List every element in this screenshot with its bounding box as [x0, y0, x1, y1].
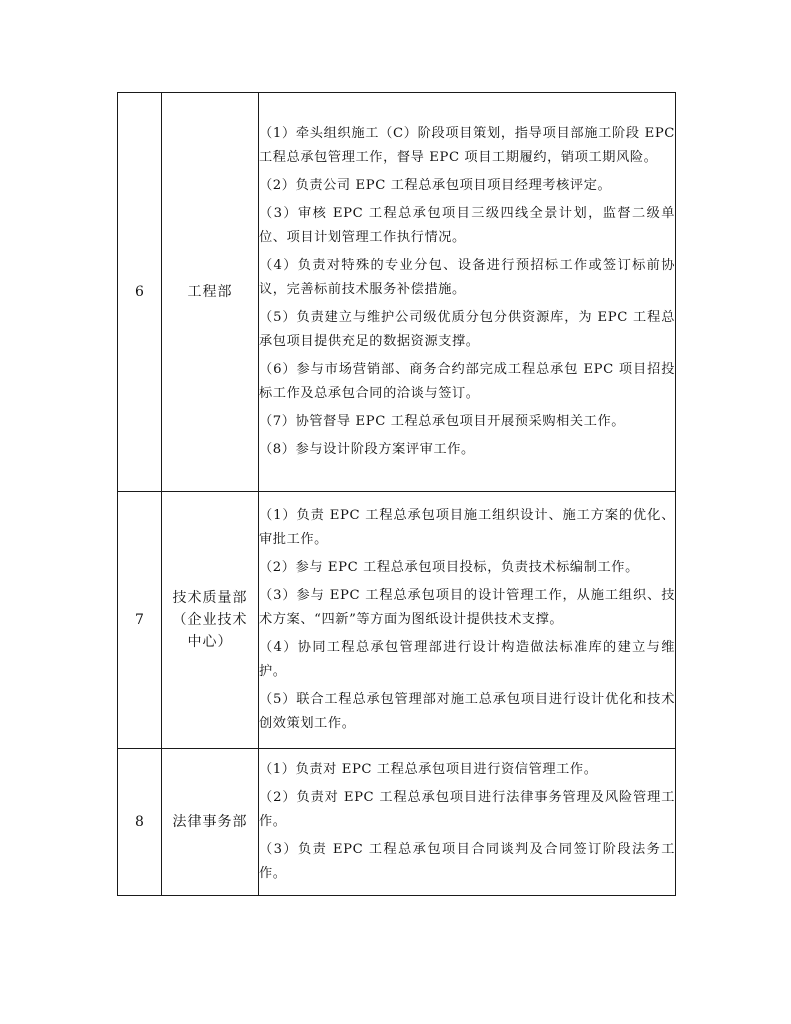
duty-item: （3）负责 EPC 工程总承包项目合同谈判及合同签订阶段法务工作。 — [259, 841, 675, 881]
duty-item: （5）联合工程总承包管理部对施工总承包项目进行设计优化和技术创效策划工作。 — [259, 691, 675, 731]
duty-list — [259, 492, 676, 749]
duty-item: （8）参与设计阶段方案评审工作。 — [259, 441, 475, 457]
department-name-line: 法律事务部 — [172, 814, 248, 830]
duty-item: （4）协同工程总承包管理部进行设计构造做法标准库的建立与维护。 — [259, 639, 675, 679]
row-number: 6 — [118, 93, 162, 492]
row-number: 8 — [118, 749, 162, 896]
duty-item: （3）审核 EPC 工程总承包项目三级四线全景计划，监督二级单位、项目计划管理工作执行情况。 — [259, 205, 675, 245]
duty-item: （1）负责 EPC 工程总承包项目施工组织设计、施工方案的优化、审批工作。 — [259, 507, 675, 547]
table-row — [118, 749, 676, 896]
department-name — [162, 749, 259, 896]
row-number: 7 — [118, 492, 162, 749]
duty-list — [259, 93, 676, 492]
table-row — [118, 93, 676, 492]
duty-list — [259, 749, 676, 896]
duty-item: （4）负责对特殊的专业分包、设备进行预招标工作或签订标前协议，完善标前技术服务补偿措施。 — [259, 257, 675, 297]
duty-item: （7）协管督导 EPC 工程总承包项目开展预采购相关工作。 — [259, 413, 626, 429]
duty-item: （2）负责公司 EPC 工程总承包项目项目经理考核评定。 — [259, 177, 612, 193]
department-name-line: 中心） — [187, 634, 233, 650]
duty-item: （2）负责对 EPC 工程总承包项目进行法律事务管理及风险管理工作。 — [259, 789, 675, 829]
duty-item: （6）参与市场营销部、商务合约部完成工程总承包 EPC 项目招投标工作及总承包合同的洽谈与签订。 — [259, 361, 675, 401]
duty-item: （2）参与 EPC 工程总承包项目投标，负责技术标编制工作。 — [259, 559, 639, 575]
duty-item: （1）负责对 EPC 工程总承包项目进行资信管理工作。 — [259, 761, 598, 777]
duty-item: （1）牵头组织施工（C）阶段项目策划，指导项目部施工阶段 EPC 工程总承包管理工作，督导 EPC 项目工期履约，销项工期风险。 — [259, 125, 675, 165]
department-name — [162, 492, 259, 749]
department-name-line: 工程部 — [187, 284, 233, 300]
department-name-line: （企业技术 — [172, 612, 248, 628]
duty-item: （5）负责建立与维护公司级优质分包分供资源库，为 EPC 工程总承包项目提供充足的数据资源支撑。 — [259, 309, 675, 349]
department-name-line: 技术质量部 — [172, 590, 248, 606]
duty-item: （3）参与 EPC 工程总承包项目的设计管理工作，从施工组织、技术方案、“四新”等方面为图纸设计提供技术支撑。 — [259, 587, 675, 627]
department-duty-table — [117, 92, 676, 896]
department-name — [162, 93, 259, 492]
table-row — [118, 492, 676, 749]
